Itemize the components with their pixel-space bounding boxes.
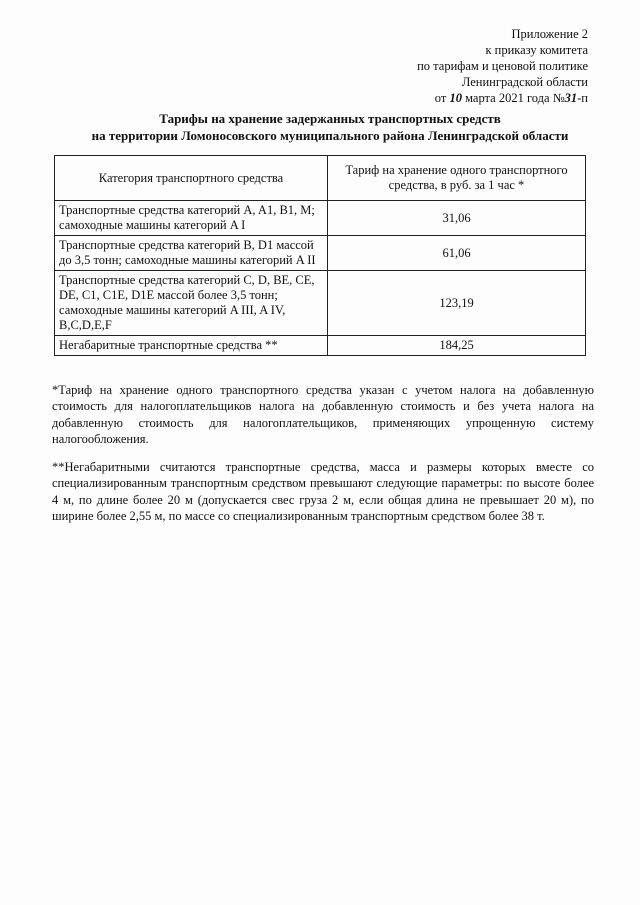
appendix-line-4: Ленинградской области xyxy=(461,75,588,89)
title-line-2: на территории Ломоносовского муниципального района Ленинградской области xyxy=(91,128,569,143)
order-number-handwritten: 31 xyxy=(564,91,578,105)
appendix-header xyxy=(328,26,588,106)
row-category: Транспортные средства категорий A, A1, B1, M; самоходные машины категорий A I xyxy=(55,201,328,236)
table-row xyxy=(55,271,586,336)
row-rate: 123,19 xyxy=(328,271,586,336)
appendix-line-1: Приложение 2 xyxy=(511,27,588,41)
table-row xyxy=(55,201,586,236)
row-category: Транспортные средства категорий B, D1 массой до 3,5 тонн; самоходные машины категорий A II xyxy=(55,236,328,271)
row-rate: 61,06 xyxy=(328,236,586,271)
order-number-suffix: -п xyxy=(577,91,588,105)
table-header-row xyxy=(55,156,586,201)
footnote-oversized: **Негабаритными считаются транспортные средства, масса и размеры которых вместе со специализированным транспортным средством превышают следующие параметры: по высоте более 4 м, по длине более 20 м (допускается свес груза 2 м, если общая длина не превышает 20 м), по ширине более 2,55 м, по массе со специализированным транспортным средством более 38 т. xyxy=(52,459,594,523)
title-line-1: Тарифы на хранение задержанных транспортных средств xyxy=(159,111,501,126)
row-rate: 31,06 xyxy=(328,201,586,236)
footnote-vat: *Тариф на хранение одного транспортного средства указан с учетом налога на добавленную стоимость для налогоплательщиков налога на добавленную стоимость и без учета налога на добавленную стоимость для налогоплательщиков, применяющих упрощенную систему налогообложения. xyxy=(52,382,594,446)
order-date-mid: марта 2021 года № xyxy=(465,91,565,105)
row-category: Негабаритные транспортные средства ** xyxy=(55,336,328,356)
order-date-prefix: от xyxy=(434,91,447,105)
order-day-handwritten: 10 xyxy=(449,91,462,105)
row-category: Транспортные средства категорий C, D, BE, CE, DE, C1, C1E, D1E массой более 3,5 тонн; самоходные машины категорий A III, A IV, B,C,D,E,F xyxy=(55,271,328,336)
tariff-table xyxy=(54,155,586,356)
appendix-line-2: к приказу комитета xyxy=(485,43,588,57)
row-rate: 184,25 xyxy=(328,336,586,356)
appendix-line-3: по тарифам и ценовой политике xyxy=(417,59,588,73)
table-row xyxy=(55,336,586,356)
appendix-order-date-line xyxy=(328,90,588,106)
header-rate: Тариф на хранение одного транспортного средства, в руб. за 1 час * xyxy=(328,156,586,201)
table-row xyxy=(55,236,586,271)
document-title xyxy=(60,110,600,144)
header-category: Категория транспортного средства xyxy=(55,156,328,201)
